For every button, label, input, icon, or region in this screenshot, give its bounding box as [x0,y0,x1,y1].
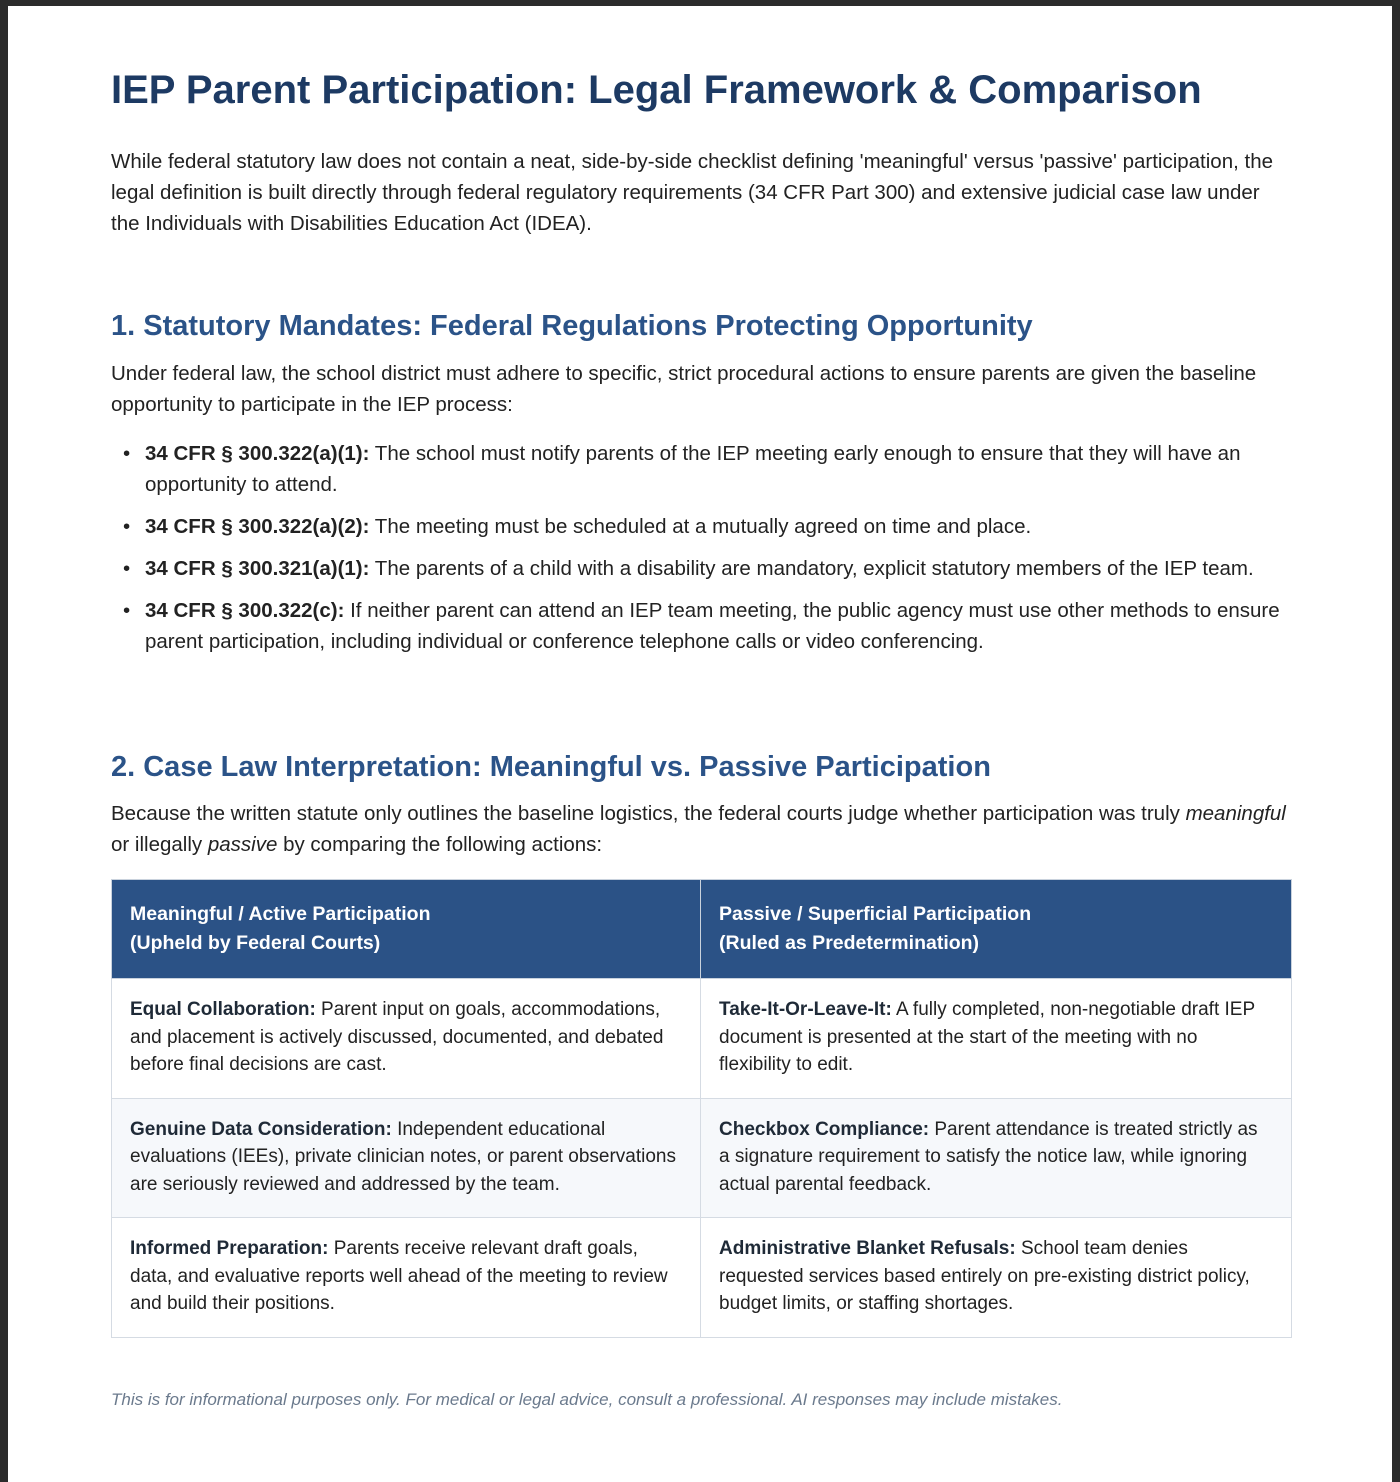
header-line: (Ruled as Predetermination) [719,932,980,954]
table-row [112,1218,1292,1338]
section-1-paragraph: Under federal law, the school district must adhere to specific, strict procedural actions to ensure parents are given the baseline opportunity to participate in the IEP process: [111,362,1257,416]
table-header-row [112,880,1292,979]
section-1-heading: 1. Statutory Mandates: Federal Regulations Protecting Opportunity [111,310,1033,342]
table-cell [701,1218,1292,1338]
paragraph-text: Because the written statute only outlines the baseline logistics, the federal courts judge whether participation was truly [111,802,1186,825]
item-text: The parents of a child with a disability are mandatory, explicit statutory members of the IEP team. [369,557,1254,580]
header-line: Passive / Superficial Participation [719,903,1032,925]
regulation-list [111,438,1296,668]
bullet-icon: • [123,557,131,580]
item-text: The school must notify parents of the IEP meeting early enough to ensure that they will have an opportunity to attend. [145,442,1241,496]
citation: 34 CFR § 300.321(a)(1): [145,557,370,580]
table-cell [112,1218,701,1338]
bullet-icon: • [123,515,131,538]
header-line: Meaningful / Active Participation [130,903,431,925]
cell-lead: Take-It-Or-Leave-It: [719,999,892,1020]
citation: 34 CFR § 300.322(a)(2): [145,515,370,538]
page-title: IEP Parent Participation: Legal Framework & Comparison [111,68,1202,112]
cell-lead: Genuine Data Consideration: [130,1118,392,1140]
disclaimer: This is for informational purposes only. For medical or legal advice, consult a professional. AI responses may include mistakes. [111,1390,1063,1409]
list-item [111,553,1296,584]
list-item [111,595,1296,657]
list-item [111,438,1296,500]
column-header-meaningful [112,880,701,979]
bullet-icon: • [123,442,131,465]
cell-text: Parent attendance is treated strictly as a signature requirement to satisfy the notice law, while ignoring actual parental feedback. [719,1118,1258,1195]
paragraph-text: or illegally [111,833,208,856]
table-cell [701,1098,1292,1218]
document-page [8,6,1392,1482]
paragraph-text: by comparing the following actions: [277,833,603,856]
table-cell [112,1098,701,1218]
section-2-heading: 2. Case Law Interpretation: Meaningful vs. Passive Participation [111,751,991,783]
bullet-icon: • [123,599,131,622]
header-line: (Upheld by Federal Courts) [130,932,381,954]
column-header-passive [701,880,1292,979]
section-2-paragraph [111,798,1296,860]
cell-lead: Equal Collaboration: [130,999,316,1020]
cell-text: A fully completed, non-negotiable draft IEP document is presented at the start of the meeting with no flexibility to edit. [719,999,1255,1075]
item-text: If neither parent can attend an IEP team meeting, the public agency must use other methods to ensure parent participation, including individual or conference telephone calls or video conferencing. [145,599,1280,653]
citation: 34 CFR § 300.322(a)(1): [145,442,370,465]
emphasis-passive: passive [207,833,278,856]
cell-text: Parent input on goals, accommodations, and placement is actively discussed, documented, and debated before final decisions are cast. [130,999,664,1075]
comparison-table [111,879,1292,1338]
cell-text: School team denies requested services based entirely on pre-existing district policy, budget limits, or staffing shortages. [719,1238,1250,1314]
citation: 34 CFR § 300.322(c): [145,599,345,622]
list-item [111,511,1296,542]
cell-lead: Informed Preparation: [130,1238,329,1259]
cell-lead: Checkbox Compliance: [719,1118,930,1140]
cell-lead: Administrative Blanket Refusals: [719,1238,1016,1259]
table-cell [112,979,701,1099]
cell-text: Independent educational evaluations (IEEs), private clinician notes, or parent observations are seriously reviewed and addressed by the team. [130,1118,676,1195]
cell-text: Parents receive relevant draft goals, data, and evaluative reports well ahead of the meeting to review and build their positions. [130,1238,668,1314]
intro-paragraph: While federal statutory law does not contain a neat, side-by-side checklist defining 'meaningful' versus 'passive' participation, the legal definition is built directly through federal regulatory requirements (34 CFR Part 300) and extensive judicial case law under the Individuals with Disabilities Education Act (IDEA). [111,150,1273,235]
table-cell [701,979,1292,1099]
emphasis-meaningful: meaningful [1185,802,1286,825]
item-text: The meeting must be scheduled at a mutually agreed on time and place. [369,515,1032,538]
table-row [112,979,1292,1099]
table-row [112,1098,1292,1218]
